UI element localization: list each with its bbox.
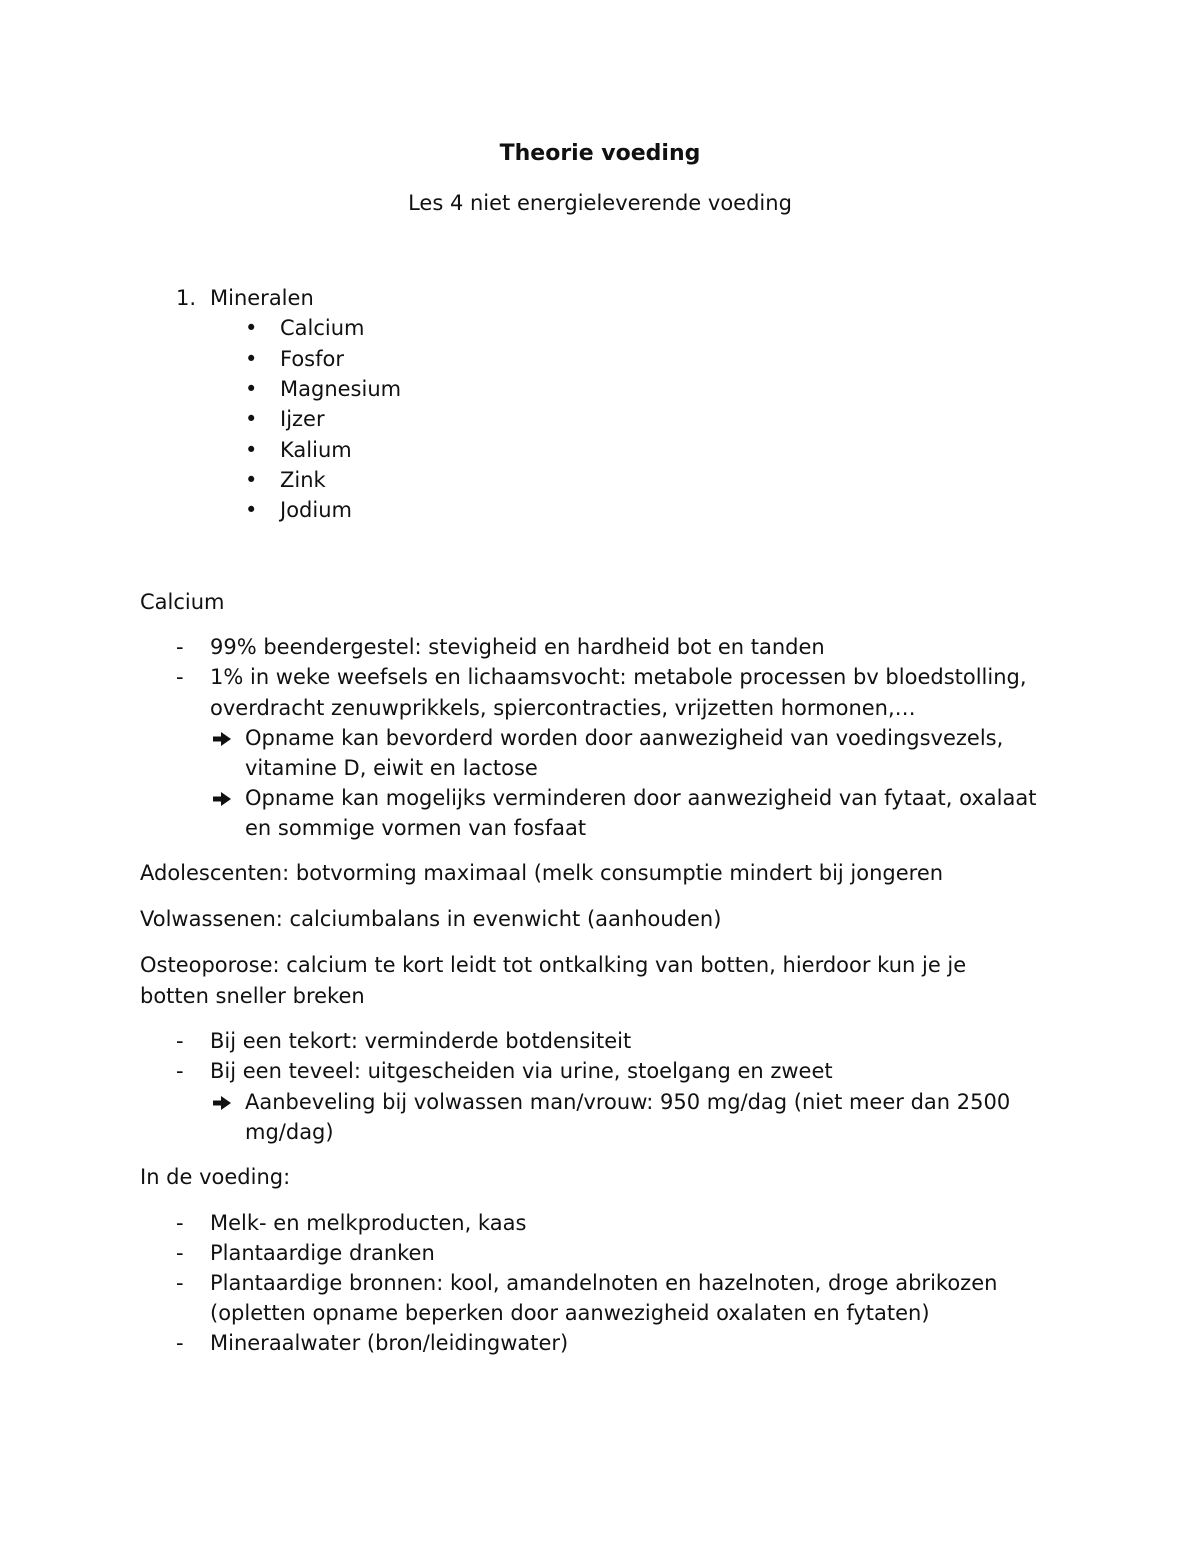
bullet: • [245, 316, 258, 340]
mineral-item: Ijzer [280, 407, 325, 431]
mineral-item: Calcium [280, 316, 365, 340]
voeding-item: Plantaardige dranken [210, 1241, 435, 1265]
bullet: • [245, 498, 258, 522]
dash: - [176, 1241, 184, 1265]
mineral-item: Kalium [280, 438, 352, 462]
bullet: • [245, 407, 258, 431]
dash: - [176, 1029, 184, 1053]
arrow-item: Opname kan mogelijks verminderen door aanwezigheid van fytaat, oxalaat [245, 786, 1037, 810]
voeding-item: Plantaardige bronnen: kool, amandelnoten en hazelnoten, droge abrikozen [210, 1271, 998, 1295]
document-subtitle: Les 4 niet energieleverende voeding [408, 191, 792, 215]
paragraph-osteoporose-continued: botten sneller breken [140, 984, 365, 1008]
list-item-teveel: Bij een teveel: uitgescheiden via urine, stoelgang en zweet [210, 1059, 833, 1083]
bullet: • [245, 377, 258, 401]
calcium-item: 1% in weke weefsels en lichaamsvocht: metabole processen bv bloedstolling, [210, 665, 1027, 689]
voeding-item-continued: (opletten opname beperken door aanwezigheid oxalaten en fytaten) [210, 1301, 930, 1325]
dash: - [176, 635, 184, 659]
list-title: Mineralen [210, 286, 314, 310]
arrow-item: Opname kan bevorderd worden door aanwezigheid van voedingsvezels, [245, 726, 1004, 750]
bullet: • [245, 468, 258, 492]
bullet: • [245, 347, 258, 371]
arrow-item-continued: en sommige vormen van fosfaat [245, 816, 587, 840]
right-arrow-icon [212, 729, 232, 749]
arrow-item-continued: vitamine D, eiwit en lactose [245, 756, 538, 780]
dash: - [176, 665, 184, 689]
voeding-item: Mineraalwater (bron/leidingwater) [210, 1331, 569, 1355]
paragraph-volwassenen: Volwassenen: calciumbalans in evenwicht (aanhouden) [140, 907, 722, 931]
dash: - [176, 1211, 184, 1235]
list-item-tekort: Bij een tekort: verminderde botdensiteit [210, 1029, 632, 1053]
mineral-item: Magnesium [280, 377, 402, 401]
paragraph-adolescenten: Adolescenten: botvorming maximaal (melk consumptie mindert bij jongeren [140, 861, 944, 885]
mineral-item: Jodium [280, 498, 352, 522]
dash: - [176, 1059, 184, 1083]
voeding-item: Melk- en melkproducten, kaas [210, 1211, 527, 1235]
right-arrow-icon [212, 789, 232, 809]
dash: - [176, 1271, 184, 1295]
document-title: Theorie voeding [499, 141, 701, 166]
arrow-item-continued: mg/dag) [245, 1120, 334, 1144]
right-arrow-icon [212, 1093, 232, 1113]
paragraph-osteoporose: Osteoporose: calcium te kort leidt tot ontkalking van botten, hierdoor kun je je [140, 953, 967, 977]
dash: - [176, 1331, 184, 1355]
mineral-item: Zink [280, 468, 326, 492]
arrow-item: Aanbeveling bij volwassen man/vrouw: 950 mg/dag (niet meer dan 2500 [245, 1090, 1011, 1114]
mineral-item: Fosfor [280, 347, 344, 371]
bullet: • [245, 438, 258, 462]
section-heading-calcium: Calcium [140, 590, 225, 614]
calcium-item: 99% beendergestel: stevigheid en hardheid bot en tanden [210, 635, 825, 659]
section-heading-voeding: In de voeding: [140, 1165, 291, 1189]
list-number: 1. [176, 286, 197, 310]
calcium-item-continued: overdracht zenuwprikkels, spiercontracties, vrijzetten hormonen,… [210, 696, 916, 720]
